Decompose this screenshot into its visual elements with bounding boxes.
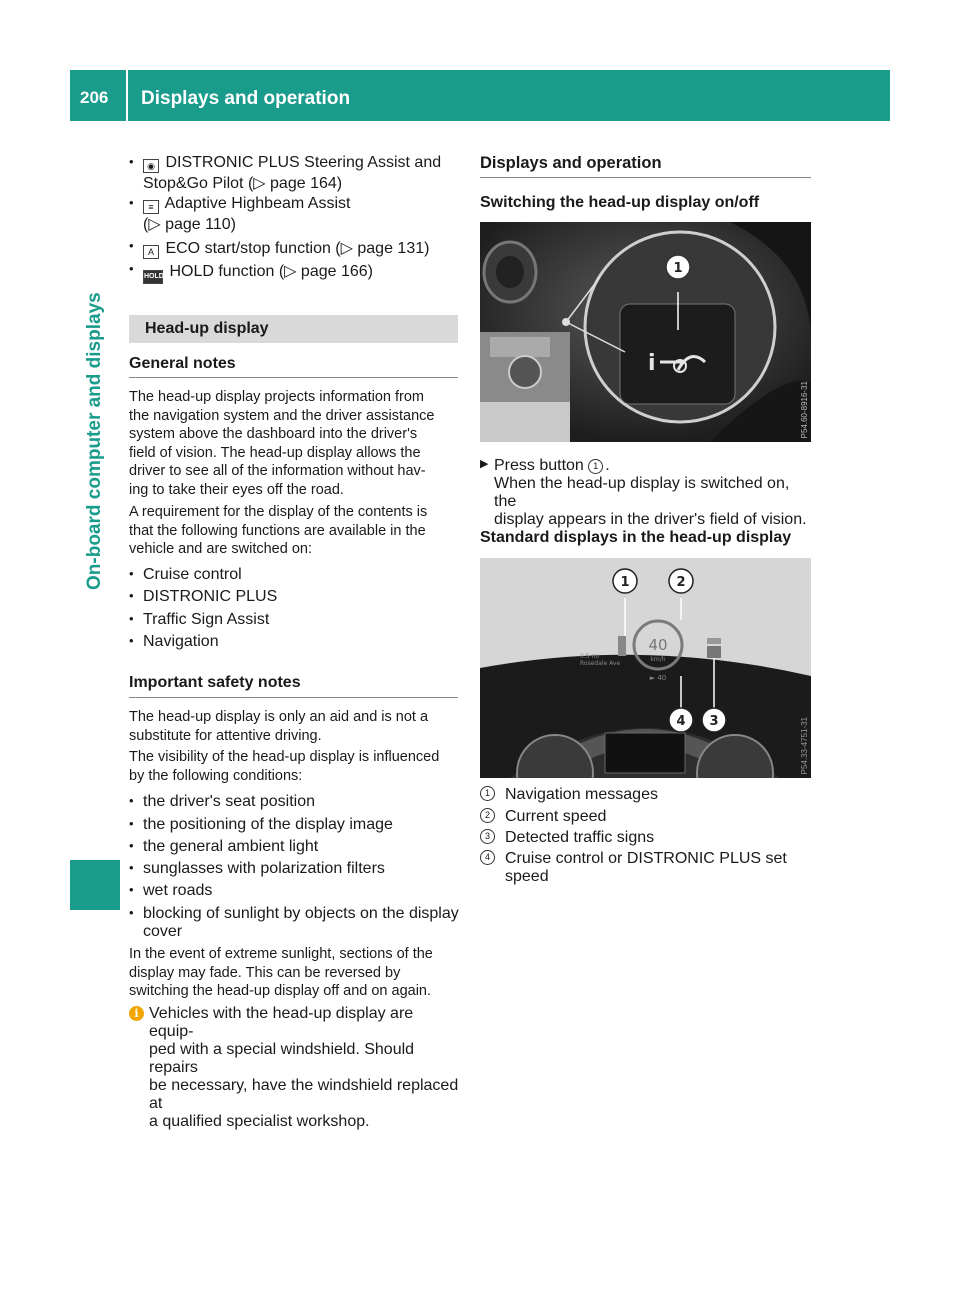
list-item: • Traffic Sign Assist: [129, 611, 270, 628]
svg-text:1: 1: [620, 575, 630, 590]
general-notes-title: General notes: [129, 355, 236, 372]
displays-operation-rule: [480, 177, 811, 178]
photo-code: P54.33-4751-31: [800, 716, 809, 774]
svg-text:2: 2: [676, 575, 686, 590]
hud-set-speed: ► 40: [649, 674, 667, 682]
safety-paragraph-1: The head-up display is only an aid and is not a substitute for attentive driving.: [129, 709, 429, 744]
safety-paragraph-3: In the event of extreme sunlight, sections of the display may fade. This can be reversed by switching the head-up display off and on again.: [129, 946, 433, 999]
legend-item: 2 Current speed: [480, 808, 606, 826]
general-notes-rule: [129, 377, 458, 378]
hud-speed-unit: km/h: [650, 656, 666, 663]
info-icon: i: [129, 1006, 144, 1021]
page-number: 206: [80, 88, 109, 107]
hold-icon: HOLD: [143, 270, 163, 284]
adaptive-highbeam-icon: ≡: [143, 200, 159, 214]
hud-speed-value: 40: [648, 636, 668, 654]
standard-displays-title: Standard displays in the head-up display: [480, 529, 792, 546]
svg-text:4: 4: [676, 714, 686, 729]
list-item: • Cruise control: [129, 566, 242, 583]
legend-item: 1 Navigation messages: [480, 786, 658, 804]
instruction-step: ▶ Press button 1 . When the head-up display is switched on, the display appears in the driver's field of vision.: [480, 457, 807, 528]
info-note: i Vehicles with the head-up display are equip- ped with a special windshield. Should repairs be necessary, have the windshield replaced at a qualified specialist workshop.: [129, 1005, 460, 1131]
side-tab-marker: [70, 860, 120, 910]
photo-code: P54.60-8916-31: [800, 380, 809, 438]
steering-wheel-photo: [480, 222, 811, 442]
list-item: • blocking of sunlight by objects on the display cover: [129, 905, 459, 940]
switching-title: Switching the head-up display on/off: [480, 194, 760, 211]
bullet-highbeam: • ≡ Adaptive Highbeam Assist (▷ page 110): [129, 195, 351, 233]
section-heading-head-up-display: Head-up display: [129, 315, 458, 343]
svg-text:1: 1: [673, 261, 683, 276]
legend-item: 3 Detected traffic signs: [480, 829, 654, 847]
header-divider: [126, 70, 128, 121]
side-tab-label: On-board computer and displays: [84, 292, 105, 590]
callout-1-icon: 1: [588, 459, 603, 474]
general-notes-paragraph-2: A requirement for the display of the contents is that the following functions are available in the vehicle and are switched on:: [129, 504, 428, 557]
eco-start-stop-icon: A: [143, 245, 159, 259]
bullet-hold: • HOLD HOLD function (▷ page 166): [129, 261, 458, 284]
bullet-distronic: • ◉ DISTRONIC PLUS Steering Assist and Stop&Go Pilot (▷ page 164): [129, 154, 442, 192]
list-item: • wet roads: [129, 882, 213, 899]
hud-nav-distance: 0.5 mi: [580, 653, 599, 660]
list-item: • Navigation: [129, 633, 219, 650]
safety-notes-rule: [129, 697, 458, 698]
list-item: • the driver's seat position: [129, 793, 316, 810]
page-title: Displays and operation: [141, 88, 351, 109]
distronic-steering-icon: ◉: [143, 159, 159, 173]
svg-text:i: i: [648, 351, 656, 376]
callout-4-icon: 4: [480, 850, 495, 865]
legend-item: 4 Cruise control or DISTRONIC PLUS set speed: [480, 850, 787, 886]
callout-1-icon: 1: [480, 786, 495, 801]
arrow-icon: ▶: [480, 458, 489, 470]
list-item: • the positioning of the display image: [129, 816, 393, 833]
general-notes-paragraph-1: The head-up display projects information from the navigation system and the driver assistance system above the dashboard into the driver's field of vision. The head-up display allows the driver to see all of the information without hav- ing to take their eyes off the road.: [129, 389, 435, 498]
bullet-eco: • A ECO start/stop function (▷ page 131): [129, 238, 430, 257]
safety-notes-title: Important safety notes: [129, 674, 301, 691]
displays-operation-title: Displays and operation: [480, 154, 662, 172]
list-item: • DISTRONIC PLUS: [129, 588, 278, 605]
hud-photo: [480, 558, 811, 778]
list-item: • sunglasses with polarization filters: [129, 860, 385, 877]
safety-paragraph-2: The visibility of the head-up display is influenced by the following conditions:: [129, 749, 440, 784]
svg-text:3: 3: [709, 714, 719, 729]
callout-2-icon: 2: [480, 808, 495, 823]
callout-3-icon: 3: [480, 829, 495, 844]
hud-nav-street: Rosedale Ave: [580, 660, 621, 667]
list-item: • the general ambient light: [129, 838, 319, 855]
